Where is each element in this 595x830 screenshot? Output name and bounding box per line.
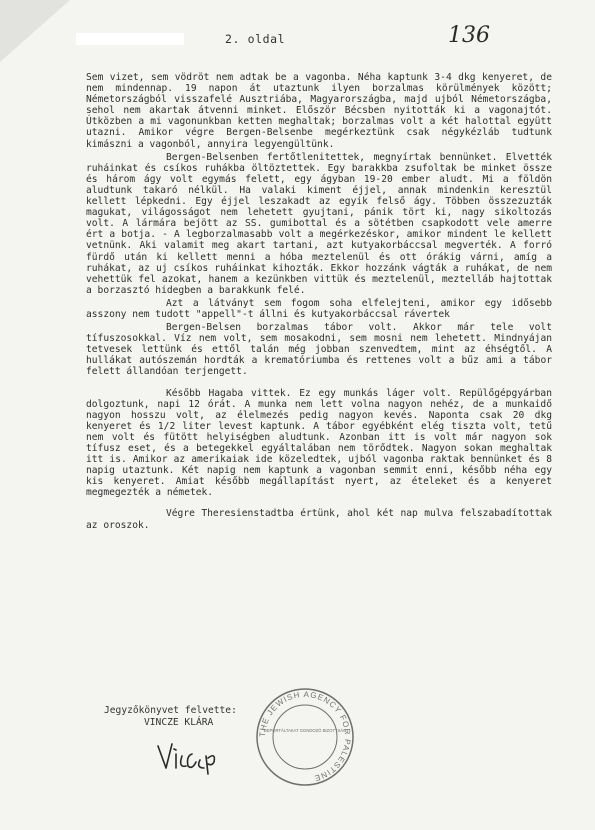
paragraph-1: Sem vizet, sem vödröt nem adtak be a vagonba. Néha kaptunk 3-4 dkg kenyeret, de nem mindennap. 19 napon át utaztunk ilyen borzalmas körülmények között; Németországból visszafelé Ausztriába, Magyarországba, majd ujból Németországba, sehol nem akartak átvenni minket. Először Bécsben nyitották ki a vagonajtót. Útközben a mi vagonunkban ketten meghaltak; borzalmas volt a két halottal együtt utazni. Amikor végre Bergen-Belsenbe megérkeztünk csak négykézláb tudtunk kimászni a vagonból, annyira legyengültünk. <box>86 72 552 150</box>
paragraph-3: Azt a látványt sem fogom soha elfelejteni, amikor egy idősebb asszony nem tudott "appell"-t állni és kutyakorbáccsal rávertek <box>86 297 552 320</box>
handwritten-signature <box>152 738 232 778</box>
stamp-outer-text: THE JEWISH AGENCY FOR PALESTINE <box>257 689 353 783</box>
redacted-area <box>76 33 184 45</box>
paragraph-4: Bergen-Belsen borzalmas tábor volt. Akkor már tele volt tífuszosokkal. Víz nem volt, sem mosakodni, sem mosni nem lehetett. Mindnyájan tetvesek lettünk és ettől talán még jobban szenvedtem, mint az éhségtől. A hullákat autószemán hordták a krematóriumba és rettenes volt a bűz ami a tábor felett állandóan terjengett. <box>86 322 552 378</box>
folded-corner <box>0 0 70 62</box>
testimony-body <box>86 72 552 533</box>
page-label: 2. oldal <box>225 32 286 46</box>
folio-number: 136 <box>448 23 490 48</box>
recorder-label: Jegyzőkönyvet felvette: <box>104 705 237 716</box>
paragraph-5: Később Hagaba vittek. Ez egy munkás láger volt. Repülőgépgyárban dolgoztunk, napi 12 órát. A munka nem lett volna nagyon nehéz, de a munkaidő nagyon hosszu volt, az élelmezés pedig nagyon kevés. Naponta csak 20 dkg kenyeret és 1/2 liter levest kaptunk. A tábor egyébként elég tiszta volt, tetű nem volt és fütött helyiségben aludtunk. Azonban itt is volt már nagyon sok tífusz eset, és a betegekkel egyáltalában nem törődtek. Nagyon sokan meghaltak itt is. Amikor az amerikaiak ide közeledtek, ujból vagonba raktak bennünket és 8 napig utaztunk. Két napig nem kaptunk a vagonban semmit enni, később néha egy kis kenyeret. Amiat később megállapítást nyert, az ételeket és a kenyeret megmegezték a németek. <box>86 387 552 499</box>
recorder-name: VINCZE KLÁRA <box>144 717 214 728</box>
stamp-inner-text: DEPORTÁLTAKAT GONDOZÓ BIZOTTSÁG <box>263 728 347 733</box>
organization-stamp <box>254 686 356 788</box>
signature-block <box>104 705 237 729</box>
paragraph-6: Végre Theresienstadtba értünk, ahol két nap mulva felszabadítottak az oroszok. <box>86 508 552 531</box>
paragraph-2: Bergen-Belsenben fertőtlenitettek, megnyírtak bennünket. Elvették ruháinkat és csíkos ruhákba öltöztettek. Egy barakkba zsufoltak be minket össze és három ágy volt egymás felett, egy ágyban 19-20 ember aludt. Mi a földön aludtunk takaró nélkül. Ha valaki kiment éjjel, annak mindenkin keresztül kellett lépkedni. Egy éjjel leszakadt az egyik felső ágy. Többen összezuzták magukat, világosságot nem lehetett gyujtani, pánik tört ki, nagy sikoltozás volt. A lármára bejött az SS. gumibottal és a sötétben csapkodott vele amerre ért a botja. - A legborzalmasabb volt a megérkezéskor, amikor mindent le kellett vetnünk. Aki valamit meg akart tartani, azt kutyakorbáccsal megverték. A forró fürdő után ki kellett menni a hóba meztelenül és ott órákig várni, amíg a ruhákat, az uj csíkos ruháinkat kihozták. Ekkor hozzánk vágták a ruhákat, de nem vehettük fel azokat, hanem a kezünkben vittük és meztelenül, meztelláb hajtottak a borzasztó hidegben a barakkunk felé. <box>86 151 552 296</box>
